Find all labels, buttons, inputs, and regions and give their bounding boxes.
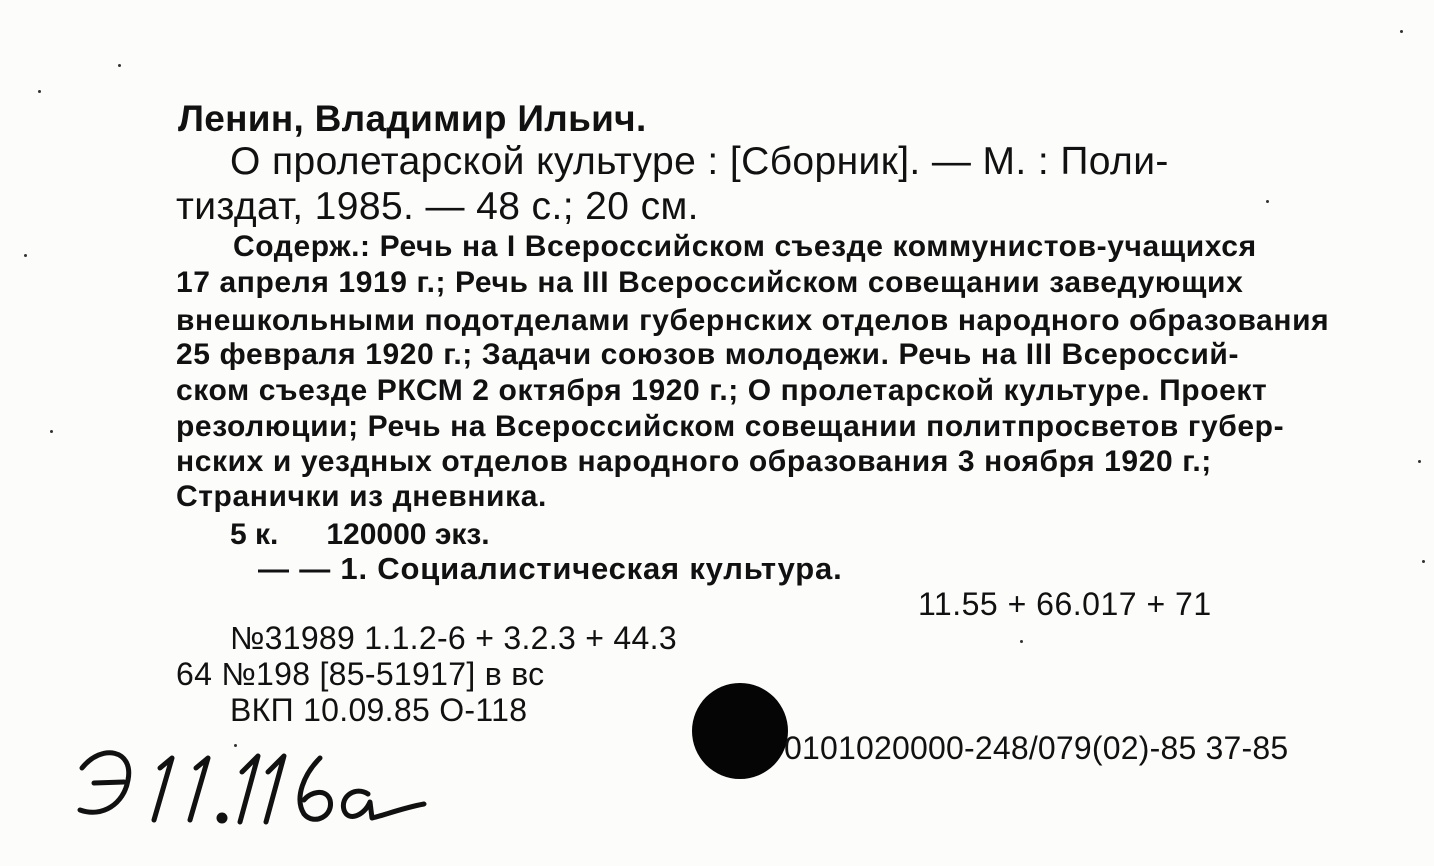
contents-line-7: нских и уездных отделов народного образования 3 ноября 1920 г.; <box>176 445 1212 478</box>
contents-line-6: резолюции; Речь на Всероссийском совещании политпросветов губер- <box>176 410 1285 443</box>
scan-speck <box>1422 560 1425 563</box>
contents-line-1: Содерж.: Речь на I Всероссийском съезде коммунистов-учащихся <box>233 230 1257 263</box>
scan-speck <box>234 744 237 747</box>
handwritten-shelfmark <box>72 738 432 838</box>
contents-line-2: 17 апреля 1919 г.; Речь на III Всероссийском совещании заведующих <box>176 266 1244 299</box>
scan-speck <box>50 430 53 433</box>
scan-speck <box>1418 460 1421 463</box>
scan-speck <box>38 90 41 93</box>
scan-speck <box>1020 640 1023 643</box>
ink-blot <box>692 683 788 779</box>
meta-line-1: №31989 1.1.2-6 + 3.2.3 + 44.3 <box>230 620 677 656</box>
contents-line-4: 25 февраля 1920 г.; Задачи союзов молодежи. Речь на III Всероссий- <box>176 338 1240 371</box>
scan-speck <box>24 254 27 257</box>
title-line-1: О пролетарской культуре : [Сборник]. — М. : Поли- <box>230 140 1169 183</box>
catalog-code: 0101020000-248/079(02)-85 37-85 <box>784 730 1289 766</box>
subject-heading: — — 1. Социалистическая культура. <box>258 551 843 586</box>
classification-index: 11.55 + 66.017 + 71 <box>918 586 1212 622</box>
price-and-print-run <box>230 520 490 550</box>
scan-speck <box>1266 200 1269 203</box>
meta-line-2: 64 №198 [85-51917] в вс <box>176 656 545 692</box>
scan-speck <box>1400 30 1403 33</box>
title-line-2: тиздат, 1985. — 48 с.; 20 см. <box>176 185 699 228</box>
print-run: 120000 экз. <box>326 518 490 551</box>
meta-line-3: ВКП 10.09.85 О-118 <box>230 692 528 728</box>
scan-speck <box>118 64 121 67</box>
contents-line-5: ском съезде РКСМ 2 октября 1920 г.; О пролетарской культуре. Проект <box>176 374 1268 407</box>
price: 5 к. <box>230 518 279 551</box>
contents-line-3: внешкольными подотделами губернских отделов народного образования <box>176 304 1330 337</box>
author-heading: Ленин, Владимир Ильич. <box>178 98 647 139</box>
contents-line-8: Странички из дневника. <box>176 480 547 513</box>
